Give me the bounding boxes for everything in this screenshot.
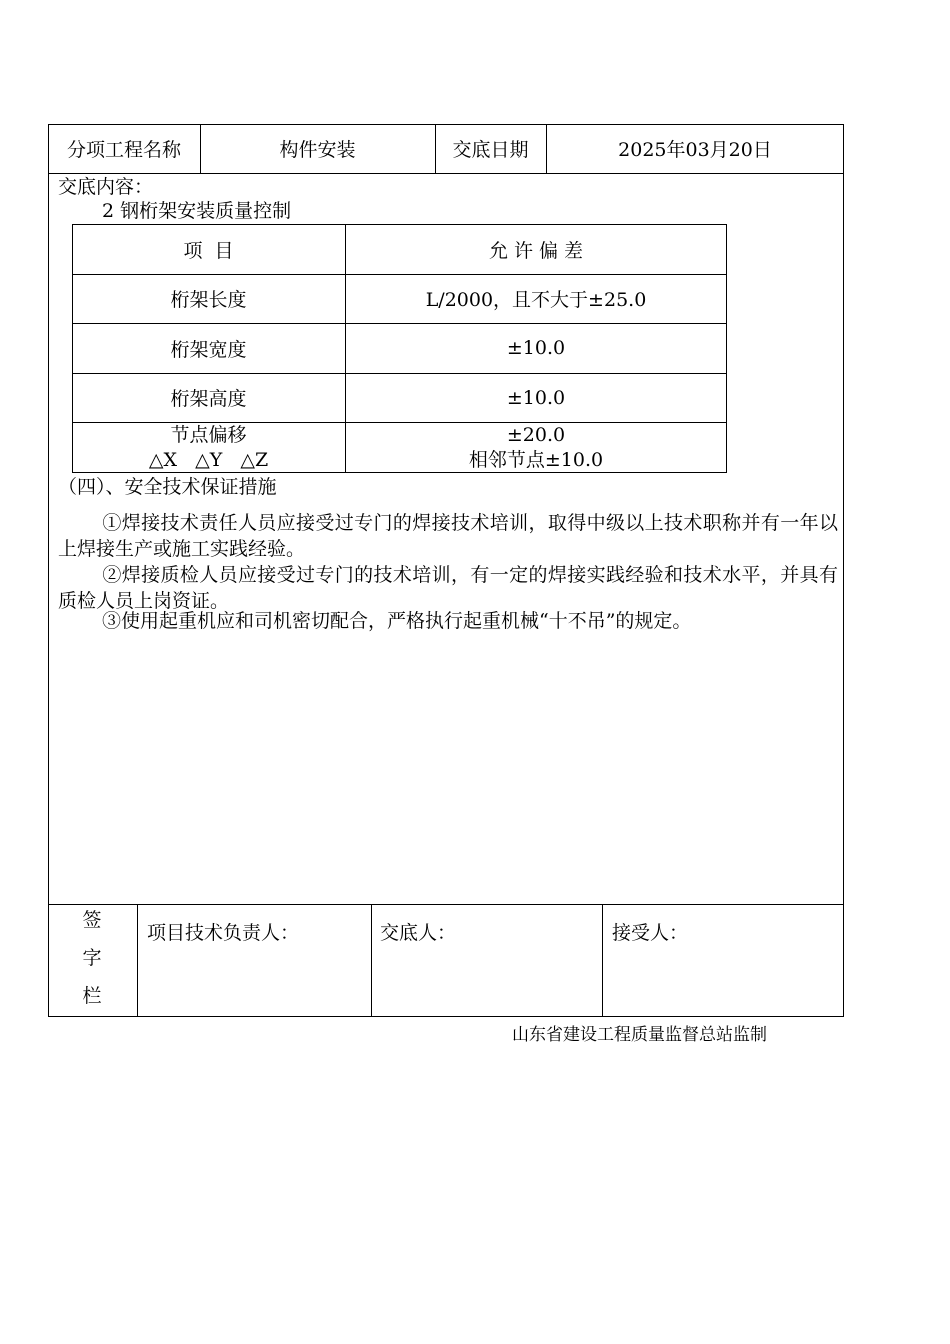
table-header-item: 项 目 — [183, 239, 234, 262]
content-label: 交底内容： — [58, 176, 154, 198]
table-row-tolerance: ±10.0 — [506, 337, 566, 359]
measure-paragraph — [58, 608, 838, 634]
signature-label-char: 字 — [82, 947, 102, 969]
table-row-tolerance: L/2000，且不大于±25.0 — [425, 289, 647, 311]
table-row-item: 桁架长度 — [170, 289, 247, 311]
section-title: （四）、安全技术保证措施 — [58, 476, 277, 498]
briefer-signature-field: 交底人： — [380, 922, 457, 944]
project-name-label: 分项工程名称 — [66, 139, 181, 161]
footer-issuer: 山东省建设工程质量监督总站监制 — [512, 1025, 767, 1045]
table-row-tolerance-line1: ±20.0 — [506, 424, 566, 446]
date-value: 2025年03月20日 — [618, 139, 772, 161]
date-label: 交底日期 — [452, 139, 529, 161]
receiver-signature-field: 接受人： — [612, 922, 689, 944]
signature-divider — [48, 904, 844, 905]
measure-text: ③使用起重机应和司机密切配合，严格执行起重机械“十不吊”的规定。 — [102, 610, 692, 632]
table-row-item: 桁架高度 — [170, 388, 247, 410]
tech-lead-signature-field: 项目技术负责人： — [147, 922, 300, 944]
table-row-tolerance: ±10.0 — [506, 386, 566, 409]
measure-text: ②焊接质检人员应接受过专门的技术培训，有一定的焊接实践经验和技术水平，并具有质检人员上岗资证。 — [58, 564, 838, 612]
table-row-item-line2: △X △Y △Z — [148, 449, 269, 471]
content-subtitle: 2 钢桁架安装质量控制 — [102, 200, 292, 222]
table-row-tolerance-line2: 相邻节点±10.0 — [468, 449, 604, 471]
signature-col-line-1 — [137, 904, 138, 1017]
table-header-tolerance: 允 许 偏 差 — [488, 239, 584, 262]
table-row-item-line1: 节点偏移 — [170, 424, 247, 446]
table-row-item: 桁架宽度 — [170, 338, 247, 361]
measure-text: ①焊接技术责任人员应接受过专门的焊接技术培训，取得中级以上技术职称并有一年以上焊接生产或施工实践经验。 — [58, 512, 838, 560]
signature-col-line-2 — [371, 904, 372, 1017]
measure-paragraph — [58, 510, 838, 562]
project-name-value: 构件安装 — [279, 139, 356, 161]
signature-col-line-3 — [602, 904, 603, 1017]
header-divider — [48, 173, 844, 174]
signature-label-char: 签 — [82, 909, 102, 931]
signature-label-char: 栏 — [82, 985, 102, 1007]
measure-paragraph — [58, 562, 838, 614]
